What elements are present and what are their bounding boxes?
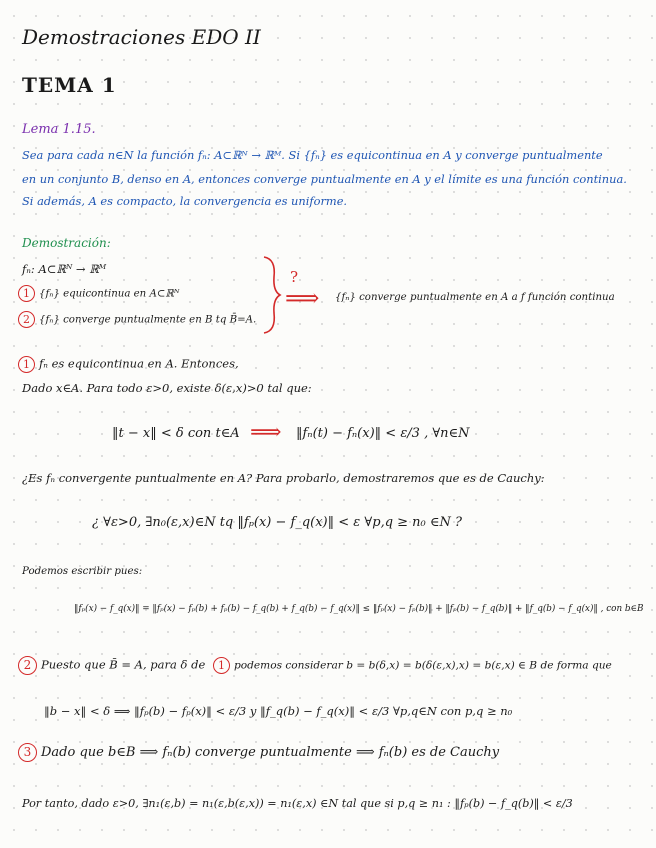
lemma-label: Lema 1.15. <box>22 122 96 137</box>
step-number-3: 3 <box>18 743 37 762</box>
step-ref-1: 1 <box>213 657 230 674</box>
hypothesis-1 <box>18 285 179 302</box>
implies-arrow: ⟹ <box>285 284 320 312</box>
hypothesis-2 <box>18 311 256 328</box>
hypothesis-2-text: {fₙ} converge puntualmente en B tq B̄=A. <box>39 314 257 326</box>
proof-label: Demostración: <box>22 236 111 250</box>
step-number-2b: 2 <box>18 656 37 675</box>
step-2-text: Puesto que B̄ = A, para δ de <box>41 657 206 672</box>
step-1-heading <box>18 356 239 373</box>
equation-4: ‖b − x‖ < δ ⟹ ‖fₚ(b) − fₚ(x)‖ < ε/3 y ‖f_q(b) − f_q(x)‖ < ε/3 ∀p,q∈N con p,q ≥ n₀ <box>44 704 513 718</box>
right-brace-icon <box>262 255 282 335</box>
step-1-given: Dado x∈A. Para todo ε>0, existe δ(ε,x)>0 tal que: <box>22 381 312 395</box>
section-title: TEMA 1 <box>22 73 117 97</box>
equation-1-right: ‖fₙ(t) − fₙ(x)‖ < ε/3 , ∀n∈N <box>296 426 470 441</box>
proof-goal: {fₙ} converge puntualmente en A a f función continua <box>335 292 615 303</box>
step-number-1: 1 <box>18 285 35 302</box>
cauchy-question: ¿Es fₙ convergente puntualmente en A? Para probarlo, demostraremos que es de Cauchy: <box>22 471 545 485</box>
final-statement: Por tanto, dado ε>0, ∃n₁(ε,b) = n₁(ε,b(ε,x)) = n₁(ε,x) ∈N tal que si p,q ≥ n₁ : ‖fₚ(b) − f_q(b)‖ < ε/3 <box>22 797 573 810</box>
step-3-text: Dado que b∈B ⟹ fₙ(b) converge puntualmente ⟹ fₙ(b) es de Cauchy <box>41 745 500 760</box>
step-2 <box>18 656 612 675</box>
equation-1-arrow: ⟹ <box>250 420 282 445</box>
page-title: Demostraciones EDO II <box>22 25 261 49</box>
equation-2: ¿ ∀ε>0, ∃n₀(ε,x)∈N tq ‖fₚ(x) − f_q(x)‖ < ε ∀p,q ≥ n₀ ∈N ? <box>92 515 462 530</box>
step-2-text-b: podemos considerar b = b(δ,x) = b(δ(ε,x),x) = b(ε,x) ∈ B de forma que <box>233 659 612 672</box>
lemma-line-2: en un conjunto B, denso en A, entonces converge puntualmente en A y el límite es una función continua. <box>22 172 627 186</box>
step-3 <box>18 743 499 762</box>
step-1-heading-text: fₙ es equicontinua en A. Entonces, <box>39 356 239 371</box>
question-mark: ? <box>290 268 299 286</box>
podemos-text: Podemos escribir pues: <box>22 566 143 577</box>
step-number-2: 2 <box>18 311 35 328</box>
lemma-line-1: Sea para cada n∈N la función fₙ: A⊂ℝᴺ → ℝᴹ. Si {fₙ} es equicontinua en A y converge puntualmente <box>22 148 603 162</box>
hypothesis-map: fₙ: A⊂ℝᴺ → ℝᴹ <box>22 262 107 276</box>
equation-1-left: ‖t − x‖ < δ con t∈A <box>112 426 240 441</box>
hypothesis-1-text: {fₙ} equicontinua en A⊂ℝᴺ <box>39 288 180 300</box>
lemma-line-3: Si además, A es compacto, la convergencia es uniforme. <box>22 194 348 208</box>
equation-3: ‖fₚ(x) − f_q(x)‖ = ‖fₚ(x) − fₚ(b) + fₚ(b) − f_q(b) + f_q(b) − f_q(x)‖ ≤ ‖fₚ(x) − fₚ(b)‖ + ‖fₚ(b) − f_q(b)‖ + ‖f_q(b) − f_q(x)‖ , con b∈B <box>74 604 644 614</box>
step-number-1b: 1 <box>18 356 35 373</box>
